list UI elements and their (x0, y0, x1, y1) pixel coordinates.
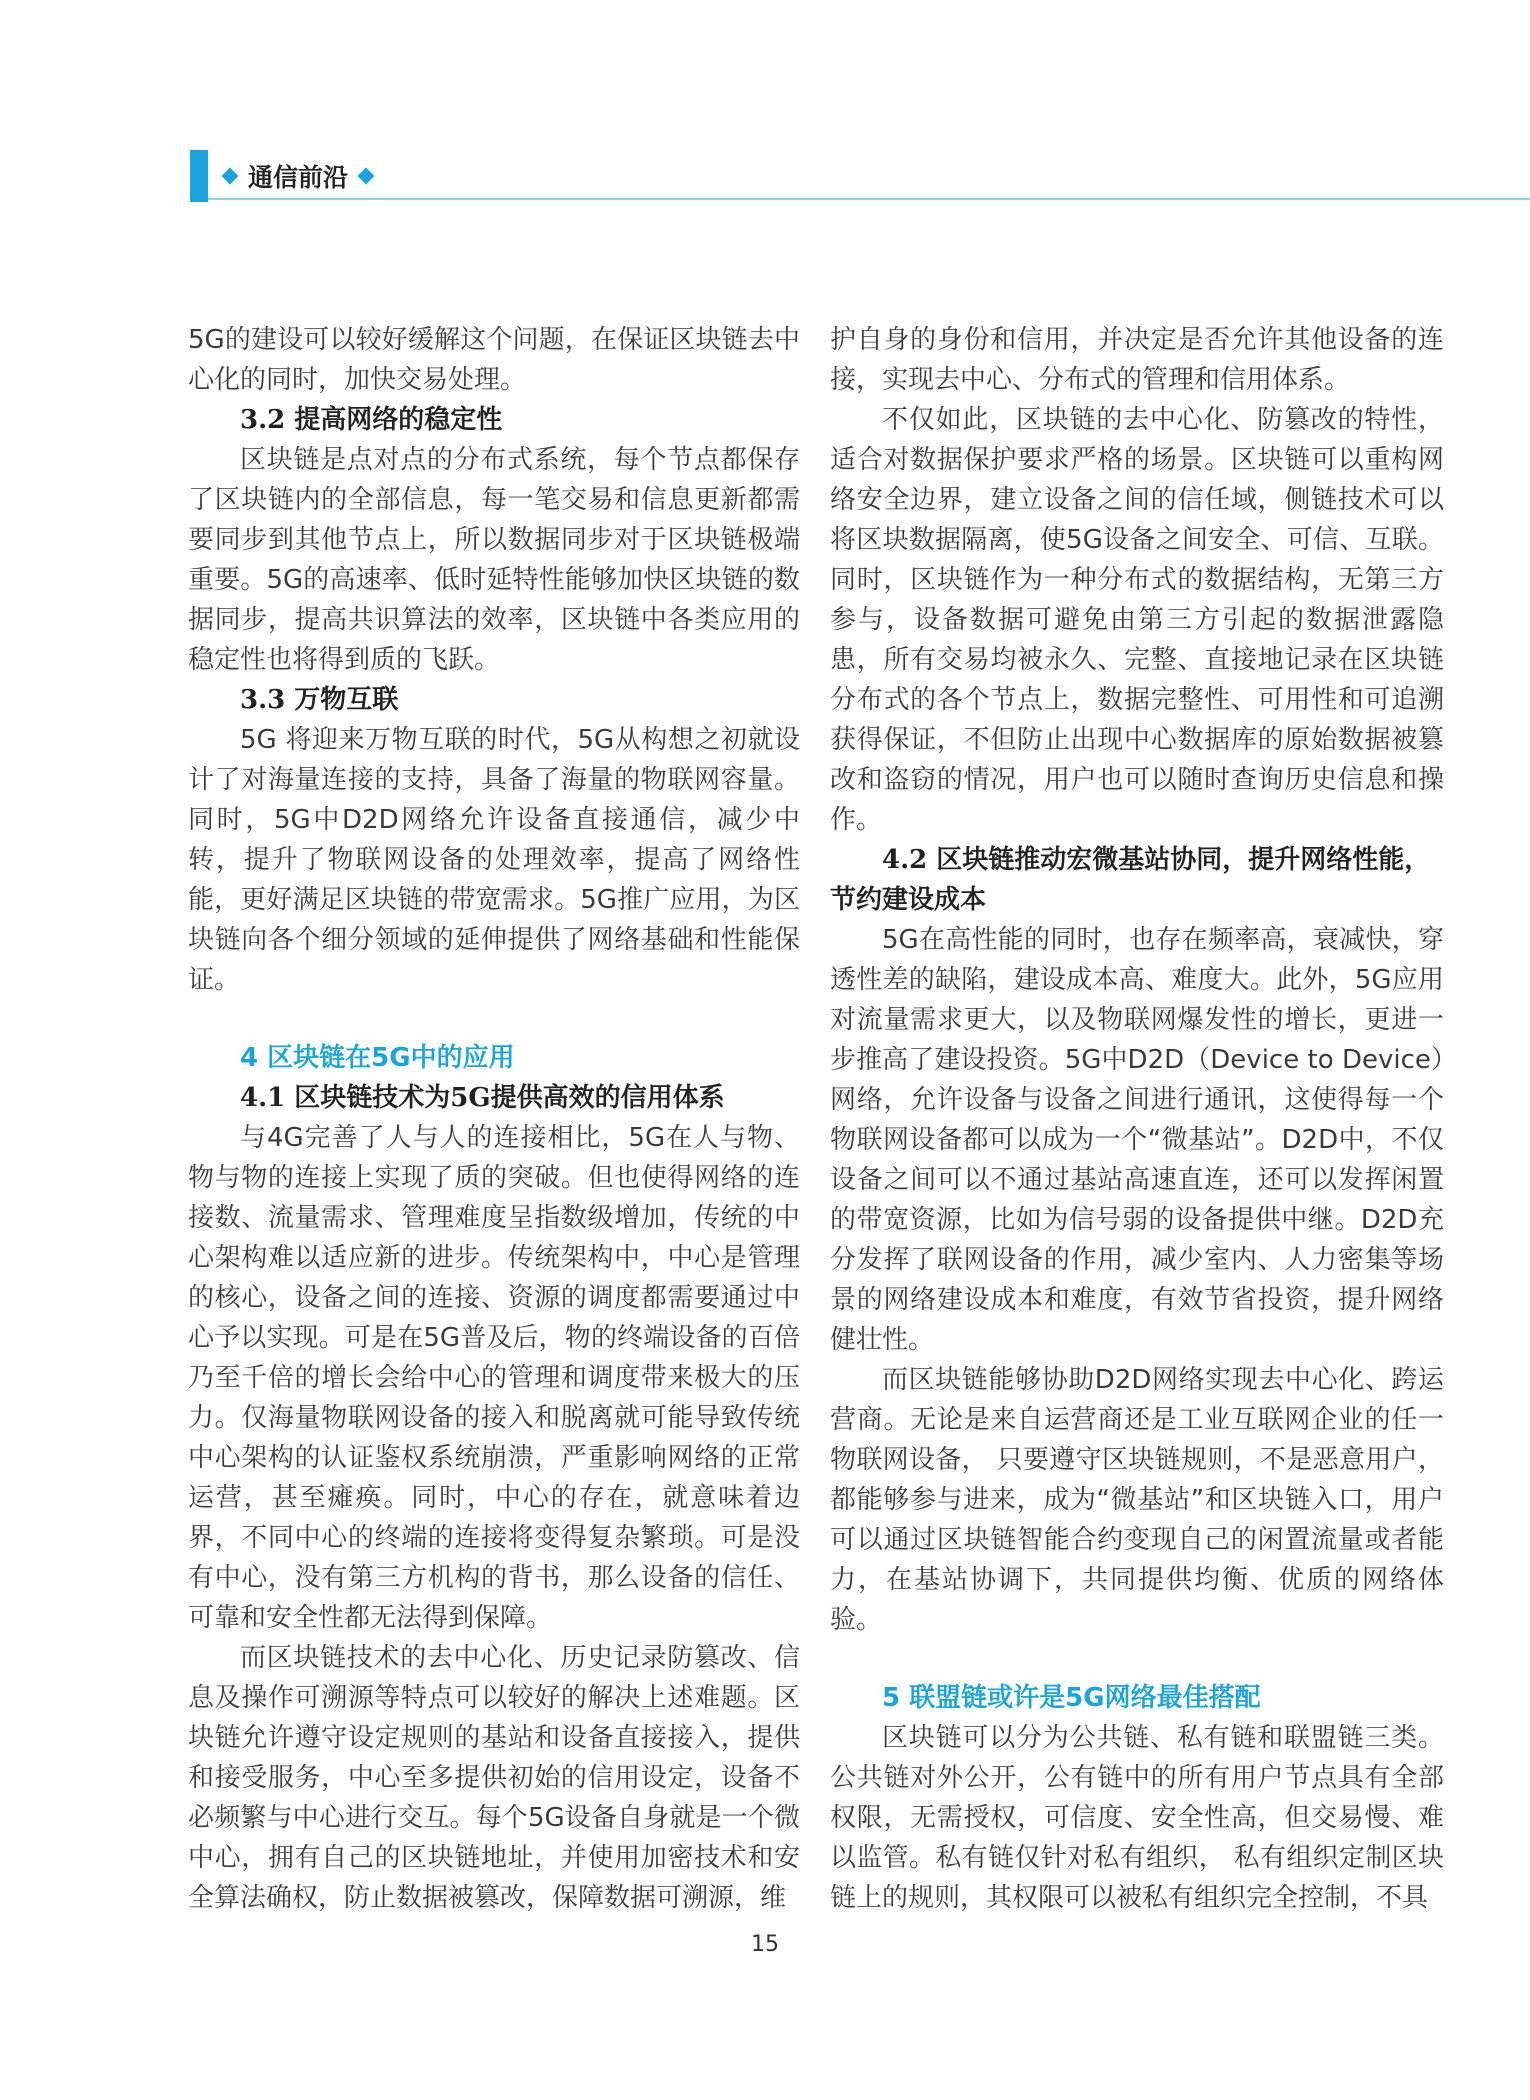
paragraph: 而区块链能够协助D2D网络实现去中心化、跨运营商。无论是来自运营商还是工业互联网企业的任一物联网设备， 只要遵守区块链规则，不是恶意用户，都能够参与进来，成为“微基站”和区块链入口，用户可以通过区块链智能合约变现自己的闲置流量或者能力，在基站协调下，共同提供均衡、优质的网络体验。 (830, 1365, 1444, 1635)
subheading-3-2: 3.2 提高网络的稳定性 (240, 405, 503, 435)
page-header (0, 0, 1530, 220)
subheading-4-2: 4.2 区块链推动宏微基站协同，提升网络性能，节约建设成本 (830, 845, 1431, 915)
paragraph: 5G在高性能的同时，也存在频率高，衰减快，穿透性差的缺陷，建设成本高、难度大。此外，5G应用对流量需求更大，以及物联网爆发性的增长，更进一步推高了建设投资。5G中D2D（Device to Device）网络，允许设备与设备之间进行通讯，这使得每一个物联网设备都可以成为一个“微基站”。D2D中，不仅设备之间可以不通过基站高速直连，还可以发挥闲置的带宽资源，比如为信号弱的设备提供中继。D2D充分发挥了联网设备的作用，减少室内、人力密集等场景的网络建设成本和难度，有效节省投资，提升网络健壮性。 (830, 925, 1444, 1355)
paragraph: 而区块链技术的去中心化、历史记录防篡改、信息及操作可溯源等特点可以较好的解决上述难题。区块链允许遵守设定规则的基站和设备直接接入，提供和接受服务，中心至多提供初始的信用设定，设备不必频繁与中心进行交互。每个5G设备自身就是一个微中心，拥有自己的区块链地址，并使用加密技术和安全算法确权，防止数据被篡改，保障数据可溯源，维 (188, 1643, 800, 1913)
paragraph: 不仅如此，区块链的去中心化、防篡改的特性，适合对数据保护要求严格的场景。区块链可以重构网络安全边界，建立设备之间的信任域，侧链技术可以将区块数据隔离，使5G设备之间安全、可信、互联。同时，区块链作为一种分布式的数据结构，无第三方参与，设备数据可避免由第三方引起的数据泄露隐患，所有交易均被永久、完整、直接地记录在区块链分布式的各个节点上，数据完整性、可用性和可追溯获得保证，不但防止出现中心数据库的原始数据被篡改和盗窃的情况，用户也可以随时查询历史信息和操作。 (830, 405, 1444, 835)
section-heading-4: 4 区块链在5G中的应用 (240, 1043, 515, 1073)
paragraph: 护自身的身份和信用，并决定是否允许其他设备的连接，实现去中心、分布式的管理和信用体系。 (830, 325, 1444, 395)
diamond-icon (222, 168, 239, 185)
paragraph: 区块链可以分为公共链、私有链和联盟链三类。公共链对外公开，公有链中的所有用户节点具有全部权限，无需授权，可信度、安全性高，但交易慢、难以监管。私有链仅针对私有组织， 私有组织定制区块链上的规则，其权限可以被私有组织完全控制，不具 (830, 1723, 1444, 1913)
section-title (220, 156, 376, 196)
diamond-icon (358, 168, 375, 185)
section-heading-5: 5 联盟链或许是5G网络最佳搭配 (882, 1683, 1261, 1713)
page-number: 15 (751, 1932, 779, 1957)
subheading-3-3: 3.3 万物互联 (240, 685, 399, 715)
header-accent-bar (190, 150, 208, 202)
subheading-4-1: 4.1 区块链技术为5G提供高效的信用体系 (240, 1083, 725, 1113)
paragraph: 区块链是点对点的分布式系统，每个节点都保存了区块链内的全部信息，每一笔交易和信息更新都需要同步到其他节点上，所以数据同步对于区块链极端重要。5G的高速率、低时延特性能够加快区块链的数据同步，提高共识算法的效率，区块链中各类应用的稳定性也将得到质的飞跃。 (188, 445, 800, 675)
header-rule (208, 198, 1530, 200)
paragraph: 5G 将迎来万物互联的时代，5G从构想之初就设计了对海量连接的支持，具备了海量的物联网容量。同时，5G中D2D网络允许设备直接通信，减少中转，提升了物联网设备的处理效率，提高了网络性能，更好满足区块链的带宽需求。5G推广应用，为区块链向各个细分领域的延伸提供了网络基础和性能保证。 (188, 725, 800, 995)
paragraph: 与4G完善了人与人的连接相比，5G在人与物、物与物的连接上实现了质的突破。但也使得网络的连接数、流量需求、管理难度呈指数级增加，传统的中心架构难以适应新的进步。传统架构中，中心是管理的核心，设备之间的连接、资源的调度都需要通过中心予以实现。可是在5G普及后，物的终端设备的百倍乃至千倍的增长会给中心的管理和调度带来极大的压力。仅海量物联网设备的接入和脱离就可能导致传统中心架构的认证鉴权系统崩溃，严重影响网络的正常运营，甚至瘫痪。同时，中心的存在，就意味着边界，不同中心的终端的连接将变得复杂繁琐。可是没有中心，没有第三方机构的背书，那么设备的信任、可靠和安全性都无法得到保障。 (188, 1123, 800, 1633)
section-title-text: 通信前沿 (248, 163, 349, 192)
right-column (830, 320, 1444, 1918)
paragraph: 5G的建设可以较好缓解这个问题，在保证区块链去中心化的同时，加快交易处理。 (188, 325, 800, 395)
left-column (188, 320, 800, 1918)
